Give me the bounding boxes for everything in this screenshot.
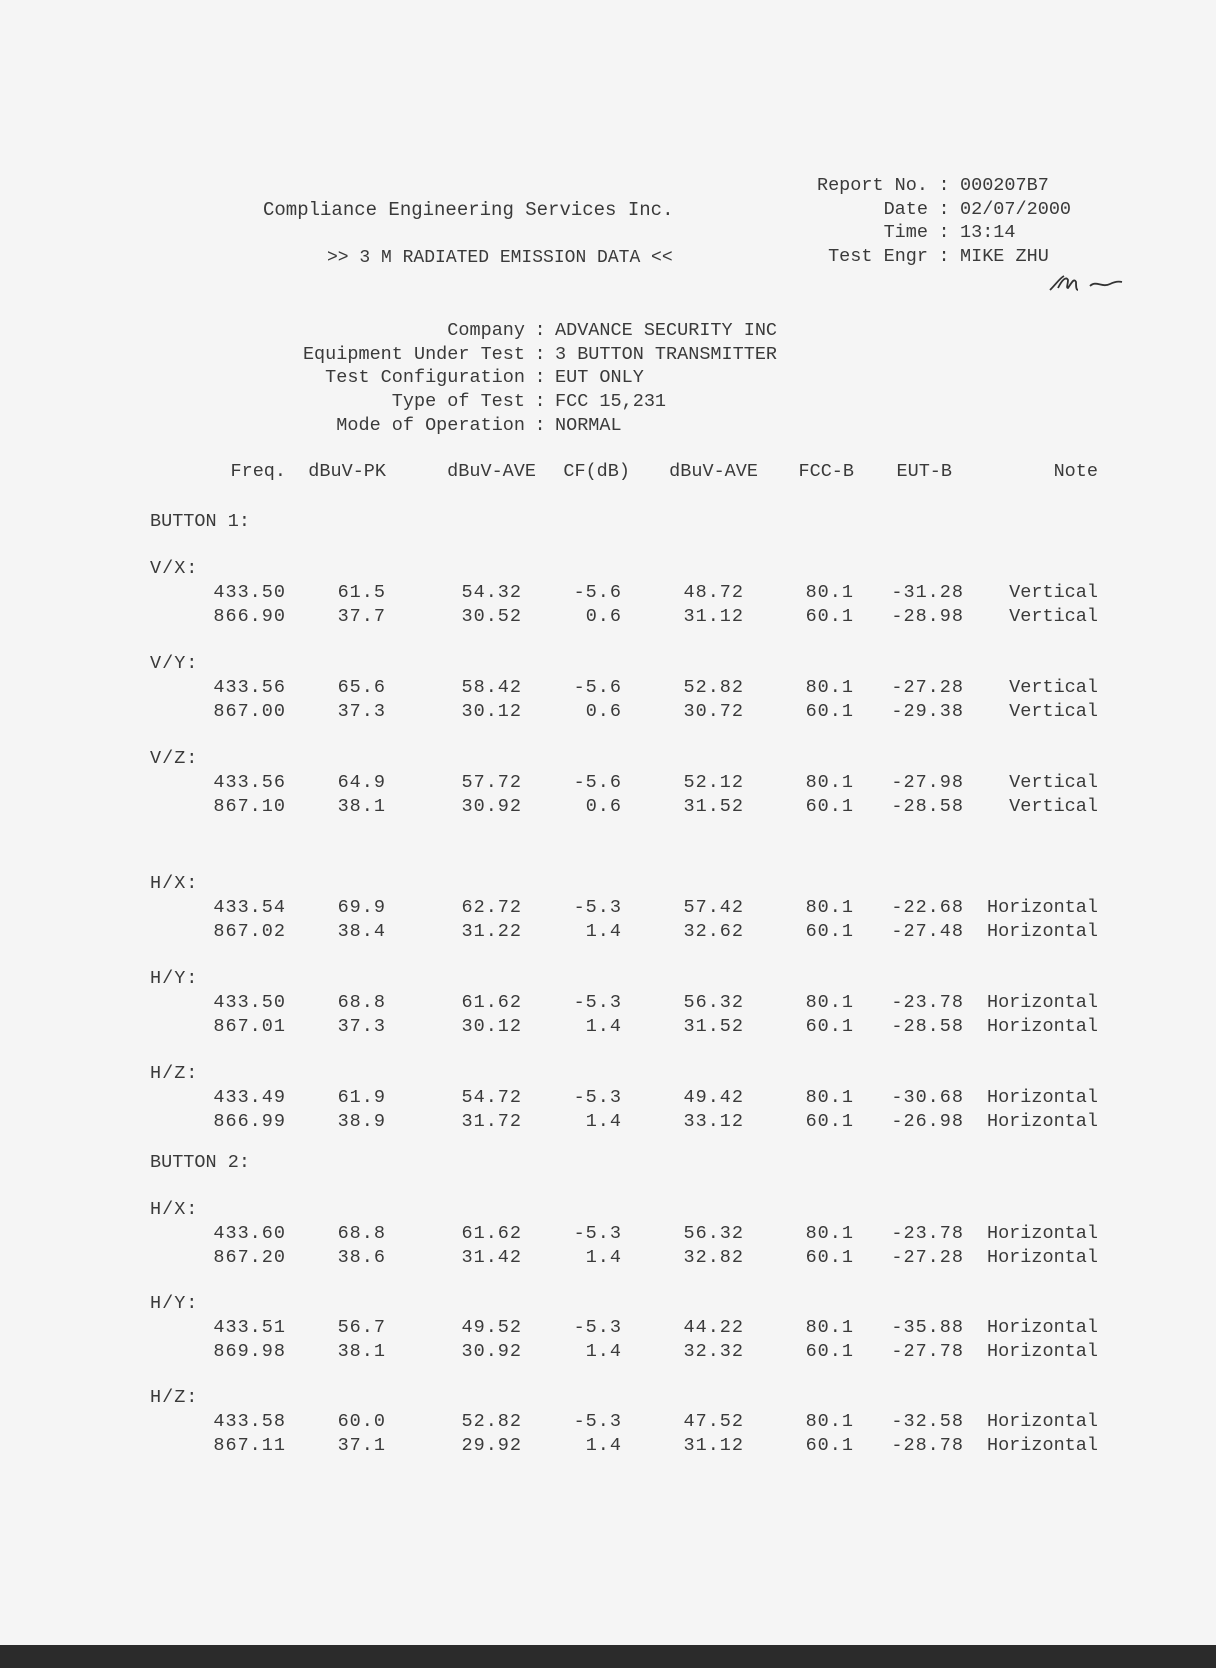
table-cell: 867.11 — [213, 1435, 286, 1456]
table-row — [0, 1016, 1216, 1038]
table-cell: -23.78 — [891, 1223, 964, 1244]
table-cell: 33.12 — [683, 1111, 744, 1132]
table-cell: 31.52 — [683, 1016, 744, 1037]
company-name: Compliance Engineering Services Inc. — [263, 199, 674, 221]
table-cell: 80.1 — [805, 897, 854, 918]
meta-time — [780, 221, 1071, 245]
table-row — [0, 921, 1216, 943]
info-label: Type of Test — [391, 391, 525, 413]
table-cell: 52.82 — [461, 1411, 522, 1432]
section-label: BUTTON 2: — [150, 1152, 250, 1173]
table-cell: 60.1 — [805, 921, 854, 942]
table-cell: 867.02 — [213, 921, 286, 942]
table-cell: 37.1 — [337, 1435, 386, 1456]
info-value: FCC 15,231 — [555, 391, 667, 413]
table-cell: 61.9 — [337, 1087, 386, 1108]
table-cell: 32.32 — [683, 1341, 744, 1362]
table-cell: -5.6 — [573, 582, 622, 603]
info-separator: : — [534, 343, 546, 365]
meta-label: Report No. — [816, 175, 928, 196]
info-value: 3 BUTTON TRANSMITTER — [555, 343, 778, 365]
table-cell: 866.99 — [213, 1111, 286, 1132]
table-cell: 57.72 — [461, 772, 522, 793]
polarization-axis-label: V/Z: — [150, 748, 199, 769]
meta-separator: : — [938, 175, 950, 196]
table-cell: Horizontal — [986, 1247, 1098, 1268]
table-cell: 80.1 — [805, 1223, 854, 1244]
meta-label: Test Engr — [828, 245, 928, 267]
column-header: Freq. — [230, 461, 286, 482]
table-cell: 60.1 — [805, 606, 854, 627]
meta-test-engr — [780, 245, 1071, 269]
table-cell: 32.62 — [683, 921, 744, 942]
table-cell: 52.12 — [683, 772, 744, 793]
table-cell: Horizontal — [986, 1411, 1098, 1432]
table-cell: 30.12 — [461, 1016, 522, 1037]
table-cell: 30.72 — [683, 701, 744, 722]
table-cell: -5.3 — [573, 897, 622, 918]
table-cell: -31.28 — [891, 582, 964, 603]
table-row — [0, 1341, 1216, 1363]
table-cell: 867.20 — [213, 1247, 286, 1268]
table-row — [0, 1411, 1216, 1433]
info-label: Test Configuration — [325, 367, 525, 389]
column-header: CF(dB) — [563, 461, 630, 482]
polarization-axis-label: H/Y: — [150, 968, 199, 989]
polarization-axis-label: H/X: — [150, 1199, 199, 1220]
column-header: Note — [1053, 461, 1098, 482]
table-row — [0, 772, 1216, 794]
table-cell: 1.4 — [585, 1016, 622, 1037]
table-cell: -5.3 — [573, 1087, 622, 1108]
table-cell: 48.72 — [683, 582, 744, 603]
table-row — [0, 992, 1216, 1014]
table-cell: 47.52 — [683, 1411, 744, 1432]
table-cell: Horizontal — [986, 1341, 1098, 1362]
table-cell: 80.1 — [805, 1411, 854, 1432]
table-cell: 31.12 — [683, 1435, 744, 1456]
table-cell: Vertical — [1009, 677, 1098, 698]
table-cell: 38.6 — [337, 1247, 386, 1268]
table-cell: 38.4 — [337, 921, 386, 942]
table-cell: -27.48 — [891, 921, 964, 942]
scan-edge — [0, 1645, 1216, 1668]
table-row — [0, 1087, 1216, 1109]
table-cell: -35.88 — [891, 1317, 964, 1338]
table-cell: -29.38 — [891, 701, 964, 722]
table-cell: 54.72 — [461, 1087, 522, 1108]
table-cell: 433.60 — [213, 1223, 286, 1244]
table-cell: 60.0 — [337, 1411, 386, 1432]
table-cell: 58.42 — [461, 677, 522, 698]
table-cell: -32.58 — [891, 1411, 964, 1432]
table-cell: 38.1 — [337, 796, 386, 817]
table-cell: 433.54 — [213, 897, 286, 918]
table-cell: 30.92 — [461, 796, 522, 817]
table-cell: 867.10 — [213, 796, 286, 817]
table-cell: 433.49 — [213, 1087, 286, 1108]
table-cell: 433.50 — [213, 992, 286, 1013]
column-header: dBuV-PK — [308, 461, 386, 482]
table-cell: 60.1 — [805, 1111, 854, 1132]
table-cell: Horizontal — [986, 897, 1098, 918]
table-cell: 38.1 — [337, 1341, 386, 1362]
table-cell: 0.6 — [585, 606, 622, 627]
table-cell: Vertical — [1009, 701, 1098, 722]
table-cell: 1.4 — [585, 1341, 622, 1362]
meta-separator: : — [938, 222, 950, 243]
report-title: >> 3 M RADIATED EMISSION DATA << — [327, 248, 673, 268]
meta-report-no — [780, 174, 1071, 198]
table-cell: 0.6 — [585, 796, 622, 817]
table-cell: 61.62 — [461, 992, 522, 1013]
table-cell: -28.58 — [891, 796, 964, 817]
table-cell: 60.1 — [805, 1016, 854, 1037]
table-cell: -5.3 — [573, 992, 622, 1013]
table-row — [0, 897, 1216, 919]
table-cell: -23.78 — [891, 992, 964, 1013]
table-cell: Horizontal — [986, 1317, 1098, 1338]
meta-value: 000207B7 — [960, 175, 1049, 196]
table-cell: 52.82 — [683, 677, 744, 698]
table-cell: 80.1 — [805, 1087, 854, 1108]
table-cell: Horizontal — [986, 1223, 1098, 1244]
table-cell: 433.56 — [213, 677, 286, 698]
table-cell: 31.72 — [461, 1111, 522, 1132]
table-cell: Horizontal — [986, 1435, 1098, 1456]
section-label: BUTTON 1: — [150, 511, 250, 532]
table-cell: -26.98 — [891, 1111, 964, 1132]
table-cell: 866.90 — [213, 606, 286, 627]
table-cell: 31.22 — [461, 921, 522, 942]
table-cell: -27.28 — [891, 1247, 964, 1268]
table-cell: 38.9 — [337, 1111, 386, 1132]
table-row — [0, 1223, 1216, 1245]
info-label: Equipment Under Test — [302, 343, 525, 365]
info-value: NORMAL — [555, 414, 622, 436]
column-headers — [0, 461, 1216, 483]
info-separator: : — [534, 391, 546, 413]
info-configuration — [250, 366, 777, 390]
polarization-axis-label: V/X: — [150, 558, 199, 579]
table-cell: 65.6 — [337, 677, 386, 698]
table-cell: 0.6 — [585, 701, 622, 722]
info-label: Mode of Operation — [336, 414, 525, 436]
table-cell: 54.32 — [461, 582, 522, 603]
test-info — [250, 319, 777, 437]
table-cell: Horizontal — [986, 1111, 1098, 1132]
table-cell: 80.1 — [805, 582, 854, 603]
table-cell: 60.1 — [805, 1341, 854, 1362]
table-cell: -5.6 — [573, 677, 622, 698]
table-cell: 60.1 — [805, 796, 854, 817]
table-cell: 433.51 — [213, 1317, 286, 1338]
table-cell: 433.50 — [213, 582, 286, 603]
meta-value: 02/07/2000 — [960, 198, 1072, 220]
table-cell: 31.42 — [461, 1247, 522, 1268]
info-mode — [250, 414, 777, 438]
table-cell: 49.52 — [461, 1317, 522, 1338]
table-cell: -27.98 — [891, 772, 964, 793]
table-cell: 56.32 — [683, 1223, 744, 1244]
column-header: dBuV-AVE — [447, 461, 536, 482]
table-cell: 37.3 — [337, 1016, 386, 1037]
table-cell: 30.92 — [461, 1341, 522, 1362]
polarization-axis-label: H/Z: — [150, 1063, 199, 1084]
table-row — [0, 796, 1216, 818]
table-cell: -5.6 — [573, 772, 622, 793]
table-cell: 30.52 — [461, 606, 522, 627]
table-cell: Horizontal — [986, 1016, 1098, 1037]
meta-separator: : — [938, 198, 950, 220]
table-cell: 49.42 — [683, 1087, 744, 1108]
table-cell: 32.82 — [683, 1247, 744, 1268]
table-cell: 867.01 — [213, 1016, 286, 1037]
table-cell: -28.78 — [891, 1435, 964, 1456]
table-cell: 869.98 — [213, 1341, 286, 1362]
table-cell: Horizontal — [986, 921, 1098, 942]
info-equipment — [250, 343, 777, 367]
table-cell: 31.52 — [683, 796, 744, 817]
table-cell: Horizontal — [986, 992, 1098, 1013]
table-cell: 57.42 — [683, 897, 744, 918]
info-value: ADVANCE SECURITY INC — [555, 320, 778, 341]
table-cell: 68.8 — [337, 1223, 386, 1244]
table-cell: 433.56 — [213, 772, 286, 793]
table-cell: 867.00 — [213, 701, 286, 722]
table-row — [0, 1247, 1216, 1269]
table-cell: 44.22 — [683, 1317, 744, 1338]
table-cell: 68.8 — [337, 992, 386, 1013]
column-header: EUT-B — [896, 461, 952, 482]
table-cell: 61.62 — [461, 1223, 522, 1244]
table-cell: 31.12 — [683, 606, 744, 627]
table-cell: 64.9 — [337, 772, 386, 793]
polarization-axis-label: V/Y: — [150, 653, 199, 674]
info-company — [250, 319, 777, 343]
table-cell: Horizontal — [986, 1087, 1098, 1108]
polarization-axis-label: H/X: — [150, 873, 199, 894]
meta-date — [780, 198, 1071, 222]
table-cell: 80.1 — [805, 992, 854, 1013]
table-row — [0, 1435, 1216, 1457]
table-row — [0, 606, 1216, 628]
table-cell: 1.4 — [585, 1247, 622, 1268]
table-cell: 69.9 — [337, 897, 386, 918]
table-cell: Vertical — [1009, 582, 1098, 603]
table-cell: Vertical — [1009, 772, 1098, 793]
info-separator: : — [534, 414, 546, 436]
table-cell: 56.7 — [337, 1317, 386, 1338]
table-row — [0, 677, 1216, 699]
meta-value: MIKE ZHU — [960, 245, 1049, 267]
column-header: FCC-B — [798, 461, 854, 482]
table-cell: Vertical — [1009, 606, 1098, 627]
table-cell: 29.92 — [461, 1435, 522, 1456]
table-cell: -5.3 — [573, 1223, 622, 1244]
info-separator: : — [534, 367, 546, 389]
table-cell: 37.7 — [337, 606, 386, 627]
table-cell: 56.32 — [683, 992, 744, 1013]
table-cell: -30.68 — [891, 1087, 964, 1108]
table-cell: 60.1 — [805, 701, 854, 722]
table-cell: -5.3 — [573, 1317, 622, 1338]
table-cell: 30.12 — [461, 701, 522, 722]
meta-label: Date — [883, 198, 928, 220]
table-cell: 1.4 — [585, 1435, 622, 1456]
table-cell: -22.68 — [891, 897, 964, 918]
signature-icon — [1048, 272, 1124, 296]
table-cell: Vertical — [1009, 796, 1098, 817]
table-row — [0, 1317, 1216, 1339]
polarization-axis-label: H/Z: — [150, 1387, 199, 1408]
table-cell: 62.72 — [461, 897, 522, 918]
meta-separator: : — [938, 245, 950, 267]
table-row — [0, 1111, 1216, 1133]
table-row — [0, 582, 1216, 604]
table-cell: -27.28 — [891, 677, 964, 698]
polarization-axis-label: H/Y: — [150, 1293, 199, 1314]
table-cell: 433.58 — [213, 1411, 286, 1432]
table-row — [0, 701, 1216, 723]
table-cell: 60.1 — [805, 1247, 854, 1268]
meta-label: Time — [883, 222, 928, 243]
table-cell: 61.5 — [337, 582, 386, 603]
table-cell: -27.78 — [891, 1341, 964, 1362]
table-cell: -5.3 — [573, 1411, 622, 1432]
table-cell: 1.4 — [585, 921, 622, 942]
report-meta — [780, 174, 1071, 268]
table-cell: 80.1 — [805, 677, 854, 698]
info-test-type — [250, 390, 777, 414]
table-cell: 1.4 — [585, 1111, 622, 1132]
table-cell: 80.1 — [805, 1317, 854, 1338]
info-label: Company — [447, 320, 525, 341]
table-cell: 80.1 — [805, 772, 854, 793]
info-value: EUT ONLY — [555, 367, 644, 389]
table-cell: 37.3 — [337, 701, 386, 722]
info-separator: : — [534, 320, 546, 341]
meta-value: 13:14 — [960, 222, 1016, 243]
column-header: dBuV-AVE — [669, 461, 758, 482]
table-cell: 60.1 — [805, 1435, 854, 1456]
table-cell: -28.98 — [891, 606, 964, 627]
table-cell: -28.58 — [891, 1016, 964, 1037]
